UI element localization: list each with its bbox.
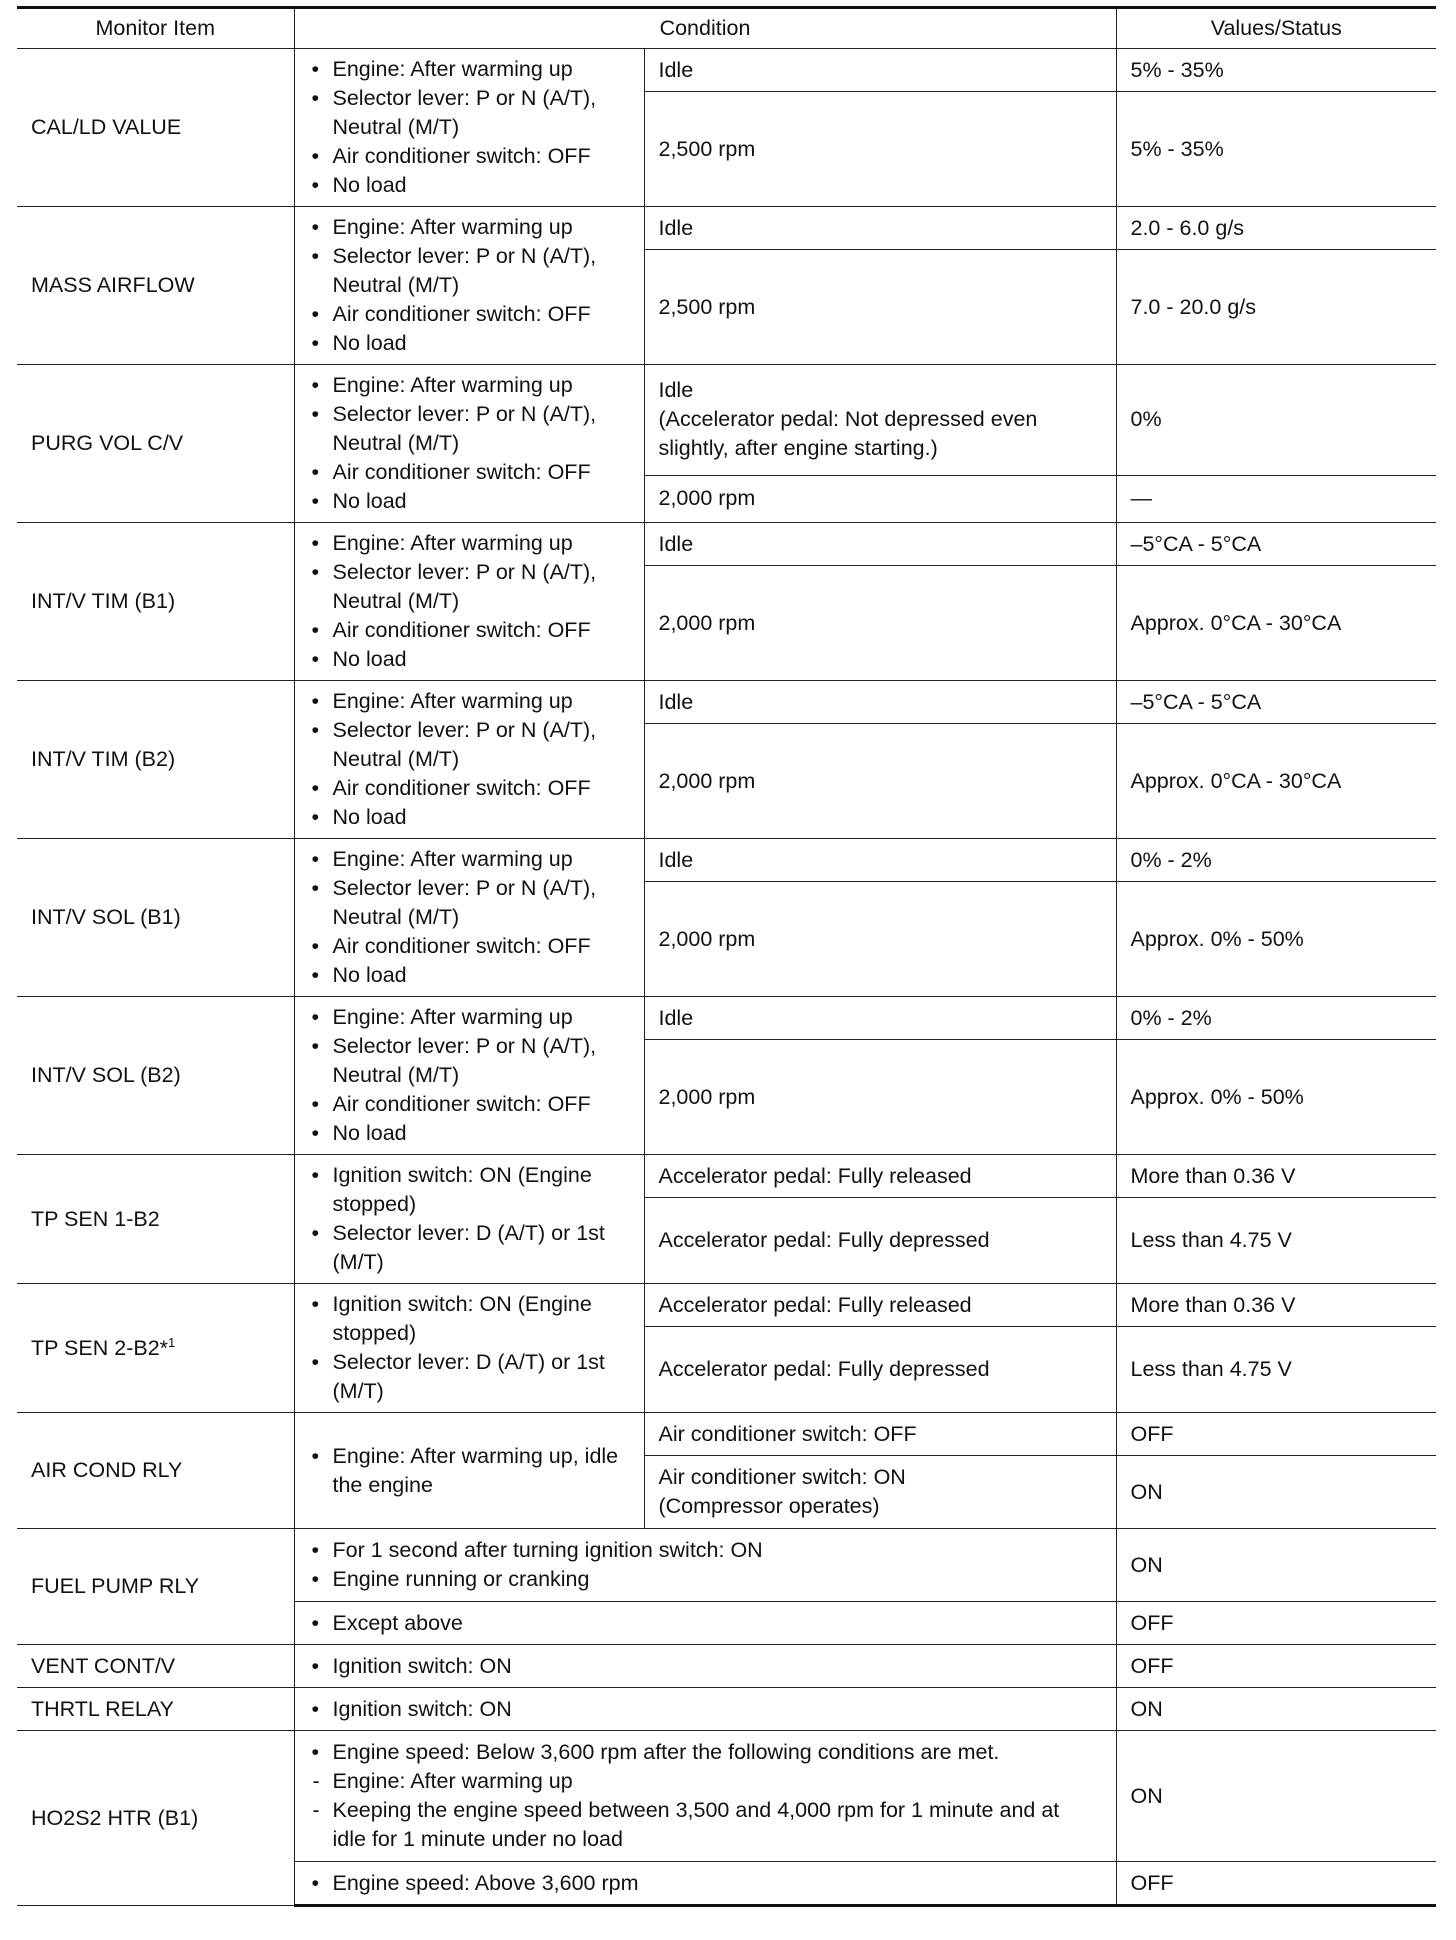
condition-bullet: • No load — [309, 961, 630, 990]
table-header-row — [17, 8, 1436, 49]
value-status: Less than 4.75 V — [1116, 1198, 1436, 1284]
value-status: 5% - 35% — [1116, 92, 1436, 207]
condition-bullet: • Air conditioner switch: OFF — [309, 300, 630, 329]
condition-bullet: • No load — [309, 645, 630, 674]
general-conditions — [294, 523, 644, 681]
condition-cell — [294, 1602, 1116, 1645]
value-status: 0% - 2% — [1116, 997, 1436, 1040]
condition-cell — [294, 1645, 1116, 1688]
condition-bullet: • Ignition switch: ON (Engine stopped) — [309, 1290, 630, 1348]
monitor-item — [17, 1284, 294, 1413]
table-row — [17, 681, 1436, 724]
sub-condition: 2,000 rpm — [644, 475, 1116, 522]
sub-condition-line: slightly, after engine starting.) — [658, 436, 938, 461]
condition-bullet: • Selector lever: P or N (A/T), Neutral (M/T) — [309, 874, 630, 932]
sub-condition: Idle — [644, 523, 1116, 566]
value-status: –5°CA - 5°CA — [1116, 681, 1436, 724]
condition-bullet: • Air conditioner switch: OFF — [309, 774, 630, 803]
value-status: OFF — [1116, 1602, 1436, 1645]
value-status: ON — [1116, 1688, 1436, 1731]
value-status: OFF — [1116, 1413, 1436, 1456]
condition-bullet: • Selector lever: P or N (A/T), Neutral (M/T) — [309, 84, 630, 142]
value-status: ON — [1116, 1456, 1436, 1529]
condition-bullet: • Air conditioner switch: OFF — [309, 616, 630, 645]
value-status: Approx. 0% - 50% — [1116, 882, 1436, 997]
value-status: 2.0 - 6.0 g/s — [1116, 207, 1436, 250]
general-conditions — [294, 1413, 644, 1529]
sub-condition: Idle — [644, 681, 1116, 724]
condition-bullet: • Engine running or cranking — [309, 1565, 1102, 1594]
condition-bullet: • Engine: After warming up — [309, 371, 630, 400]
table-row — [17, 523, 1436, 566]
condition-cell — [294, 1529, 1116, 1602]
condition-bullet: • Selector lever: P or N (A/T), Neutral (M/T) — [309, 242, 630, 300]
condition-bullet: • No load — [309, 803, 630, 832]
monitor-item: INT/V TIM (B2) — [17, 681, 294, 839]
condition-bullet: • Except above — [309, 1609, 1102, 1638]
monitor-item: MASS AIRFLOW — [17, 207, 294, 365]
table-row — [17, 1645, 1436, 1688]
general-conditions — [294, 997, 644, 1155]
sub-condition: 2,000 rpm — [644, 1040, 1116, 1155]
condition-bullet: • Selector lever: D (A/T) or 1st (M/T) — [309, 1219, 630, 1277]
sub-condition: Idle — [644, 49, 1116, 92]
table-row — [17, 1413, 1436, 1456]
sub-condition: 2,000 rpm — [644, 724, 1116, 839]
condition-bullet: • Engine speed: Below 3,600 rpm after the following conditions are met. — [309, 1738, 1102, 1767]
table-row — [17, 1731, 1436, 1862]
condition-bullet: • Engine: After warming up — [309, 1003, 630, 1032]
sub-condition: Idle — [644, 207, 1116, 250]
value-status: More than 0.36 V — [1116, 1284, 1436, 1327]
monitor-item: PURG VOL C/V — [17, 365, 294, 523]
header-condition: Condition — [294, 8, 1116, 49]
monitor-item: VENT CONT/V — [17, 1645, 294, 1688]
table-row — [17, 365, 1436, 476]
condition-bullet: • Air conditioner switch: OFF — [309, 1090, 630, 1119]
value-status: 0% — [1116, 365, 1436, 476]
monitor-item: INT/V SOL (B2) — [17, 997, 294, 1155]
condition-bullet: • Engine: After warming up — [309, 213, 630, 242]
sub-condition: Accelerator pedal: Fully depressed — [644, 1198, 1116, 1284]
monitor-item-label: TP SEN 2-B2* — [31, 1335, 169, 1360]
condition-bullet: • For 1 second after turning ignition switch: ON — [309, 1536, 1102, 1565]
sub-condition-line: Idle — [658, 378, 694, 403]
table-row — [17, 1529, 1436, 1602]
value-status: OFF — [1116, 1862, 1436, 1906]
sub-condition: Air conditioner switch: OFF — [644, 1413, 1116, 1456]
condition-bullet: • Engine: After warming up — [309, 55, 630, 84]
condition-bullet: • Air conditioner switch: OFF — [309, 458, 630, 487]
general-conditions — [294, 839, 644, 997]
sub-condition: 2,500 rpm — [644, 92, 1116, 207]
condition-dash-item: - Keeping the engine speed between 3,500 and 4,000 rpm for 1 minute and at idle for 1 minute under no load — [309, 1796, 1102, 1854]
sub-condition: Idle — [644, 997, 1116, 1040]
monitor-item: TP SEN 1-B2 — [17, 1155, 294, 1284]
value-status: –5°CA - 5°CA — [1116, 523, 1436, 566]
table-row — [17, 1155, 1436, 1198]
sub-condition-line: (Compressor operates) — [658, 1494, 880, 1518]
general-conditions — [294, 49, 644, 207]
condition-bullet: • Ignition switch: ON — [309, 1695, 1102, 1724]
monitor-item: INT/V SOL (B1) — [17, 839, 294, 997]
condition-bullet: • Selector lever: P or N (A/T), Neutral (M/T) — [309, 1032, 630, 1090]
general-conditions — [294, 1284, 644, 1413]
table-row — [17, 207, 1436, 250]
condition-dash-item: - Engine: After warming up — [309, 1767, 1102, 1796]
footnote-marker: 1 — [168, 1334, 176, 1350]
sub-condition — [644, 365, 1116, 476]
value-status: Approx. 0% - 50% — [1116, 1040, 1436, 1155]
sub-condition: 2,000 rpm — [644, 566, 1116, 681]
value-status: Approx. 0°CA - 30°CA — [1116, 566, 1436, 681]
general-conditions — [294, 207, 644, 365]
condition-bullet: • Selector lever: P or N (A/T), Neutral (M/T) — [309, 716, 630, 774]
monitor-item: CAL/LD VALUE — [17, 49, 294, 207]
sub-condition: 2,500 rpm — [644, 250, 1116, 365]
sub-condition: 2,000 rpm — [644, 882, 1116, 997]
table-row — [17, 997, 1436, 1040]
condition-bullet: • Engine: After warming up, idle the engine — [309, 1442, 630, 1500]
monitor-item-spec-table — [17, 6, 1436, 1907]
sub-condition-line: Air conditioner switch: ON — [658, 1465, 906, 1489]
condition-bullet: • Engine: After warming up — [309, 687, 630, 716]
condition-bullet: • Engine: After warming up — [309, 845, 630, 874]
sub-condition: Idle — [644, 839, 1116, 882]
value-status: 0% - 2% — [1116, 839, 1436, 882]
general-conditions — [294, 365, 644, 523]
general-conditions — [294, 681, 644, 839]
condition-bullet: • No load — [309, 171, 630, 200]
table-row — [17, 1284, 1436, 1327]
value-status: ON — [1116, 1731, 1436, 1862]
condition-bullet: • Engine speed: Above 3,600 rpm — [309, 1869, 1102, 1898]
header-values-status: Values/Status — [1116, 8, 1436, 49]
monitor-item: INT/V TIM (B1) — [17, 523, 294, 681]
value-status: 7.0 - 20.0 g/s — [1116, 250, 1436, 365]
condition-bullet: • Air conditioner switch: OFF — [309, 142, 630, 171]
condition-bullet: • No load — [309, 329, 630, 358]
monitor-item: FUEL PUMP RLY — [17, 1529, 294, 1645]
value-status: ON — [1116, 1529, 1436, 1602]
condition-bullet: • No load — [309, 1119, 630, 1148]
condition-cell — [294, 1731, 1116, 1862]
condition-cell — [294, 1688, 1116, 1731]
condition-bullet: • Engine: After warming up — [309, 529, 630, 558]
value-status: — — [1116, 475, 1436, 522]
value-status: Approx. 0°CA - 30°CA — [1116, 724, 1436, 839]
sub-condition — [644, 1456, 1116, 1529]
table-row — [17, 49, 1436, 92]
condition-bullet: • No load — [309, 487, 630, 516]
value-status: Less than 4.75 V — [1116, 1327, 1436, 1413]
condition-bullet: • Selector lever: P or N (A/T), Neutral (M/T) — [309, 558, 630, 616]
table-row — [17, 839, 1436, 882]
table-row — [17, 1688, 1436, 1731]
value-status: OFF — [1116, 1645, 1436, 1688]
sub-condition: Accelerator pedal: Fully depressed — [644, 1327, 1116, 1413]
condition-bullet: • Selector lever: P or N (A/T), Neutral (M/T) — [309, 400, 630, 458]
general-conditions — [294, 1155, 644, 1284]
condition-cell — [294, 1862, 1116, 1906]
monitor-item: AIR COND RLY — [17, 1413, 294, 1529]
value-status: More than 0.36 V — [1116, 1155, 1436, 1198]
condition-bullet: • Air conditioner switch: OFF — [309, 932, 630, 961]
condition-bullet: • Ignition switch: ON — [309, 1652, 1102, 1681]
value-status: 5% - 35% — [1116, 49, 1436, 92]
sub-condition-line: (Accelerator pedal: Not depressed even — [658, 407, 1038, 432]
monitor-item: HO2S2 HTR (B1) — [17, 1731, 294, 1906]
condition-bullet: • Selector lever: D (A/T) or 1st (M/T) — [309, 1348, 630, 1406]
header-monitor-item: Monitor Item — [17, 8, 294, 49]
sub-condition: Accelerator pedal: Fully released — [644, 1284, 1116, 1327]
monitor-item: THRTL RELAY — [17, 1688, 294, 1731]
sub-condition: Accelerator pedal: Fully released — [644, 1155, 1116, 1198]
condition-bullet: • Ignition switch: ON (Engine stopped) — [309, 1161, 630, 1219]
